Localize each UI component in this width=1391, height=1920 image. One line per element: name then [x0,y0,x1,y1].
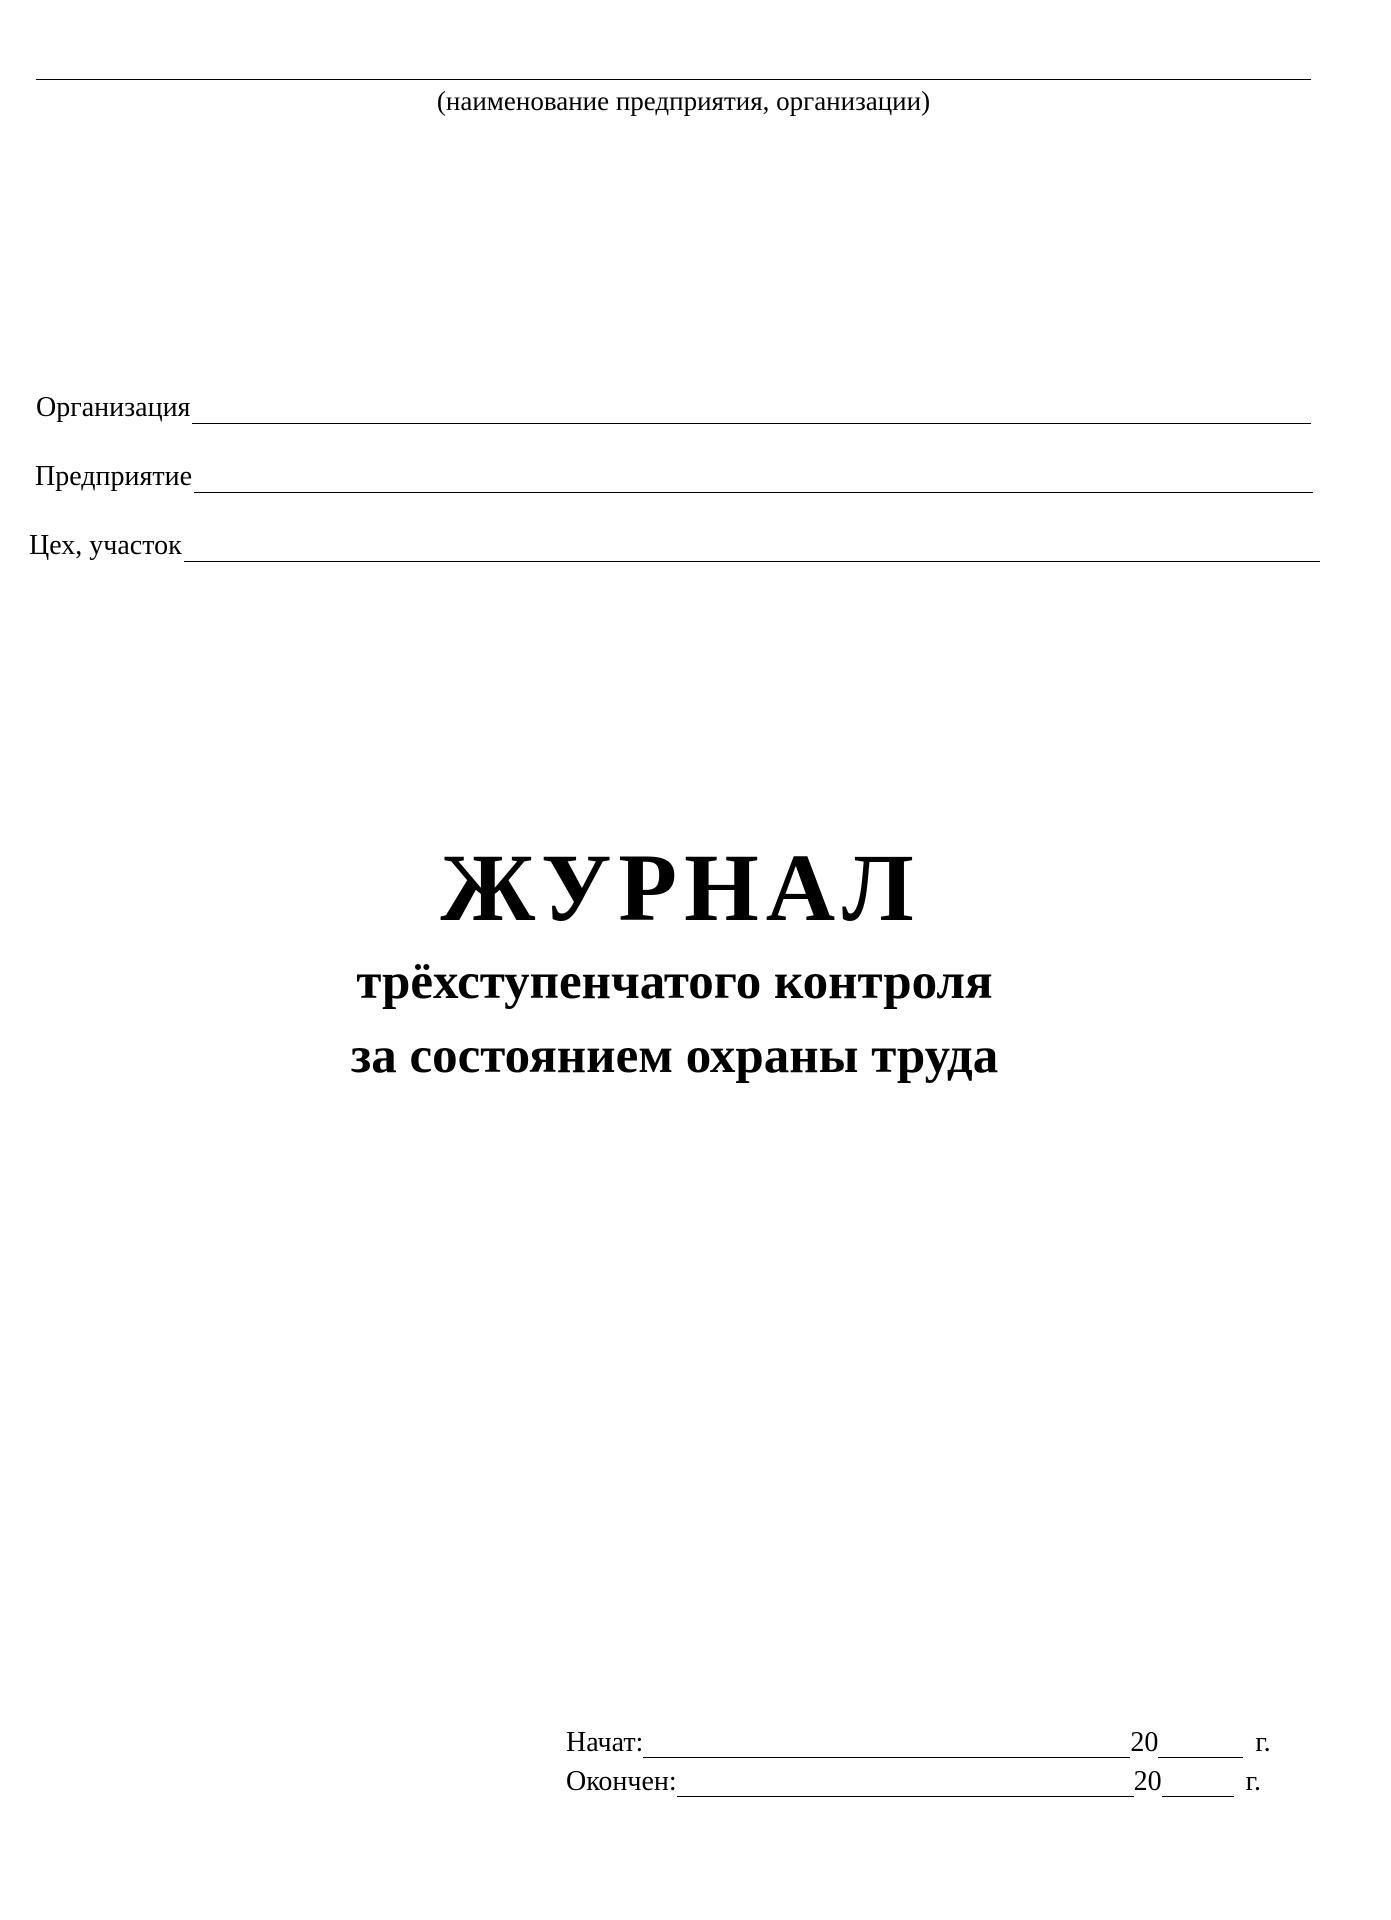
finished-label: Окончен: [566,1766,677,1797]
organization-name-caption-text: (наименование предприятия, организации) [436,86,931,116]
started-date-blank[interactable] [643,1757,1130,1758]
started-year-blank[interactable] [1158,1757,1243,1758]
journal-subtitle-line-1: трёхступенчатого контроля [356,954,993,1010]
finished-year-suffix: г. [1245,1766,1261,1797]
organization-label: Организация [36,392,191,423]
organization-name-caption [0,86,1391,117]
organization-input-line[interactable] [192,423,1311,424]
finished-century: 20 [1133,1766,1162,1797]
started-century: 20 [1130,1727,1159,1758]
enterprise-input-line[interactable] [194,492,1313,493]
enterprise-label: Предприятие [35,461,193,492]
started-year-suffix: г. [1255,1727,1271,1758]
journal-title: ЖУРНАЛ [440,834,921,941]
organization-name-line[interactable] [36,79,1311,80]
started-date-row [566,1726,1271,1760]
shop-section-field [29,528,1320,564]
shop-section-label: Цех, участок [29,530,182,561]
finished-date-blank[interactable] [677,1796,1134,1797]
finished-date-row [566,1765,1261,1799]
finished-year-blank[interactable] [1162,1796,1234,1797]
shop-section-input-line[interactable] [184,561,1320,562]
journal-subtitle-line-2: за состоянием охраны труда [350,1028,999,1084]
organization-field [36,390,1311,426]
started-label: Начат: [566,1727,644,1758]
enterprise-field [35,459,1313,495]
